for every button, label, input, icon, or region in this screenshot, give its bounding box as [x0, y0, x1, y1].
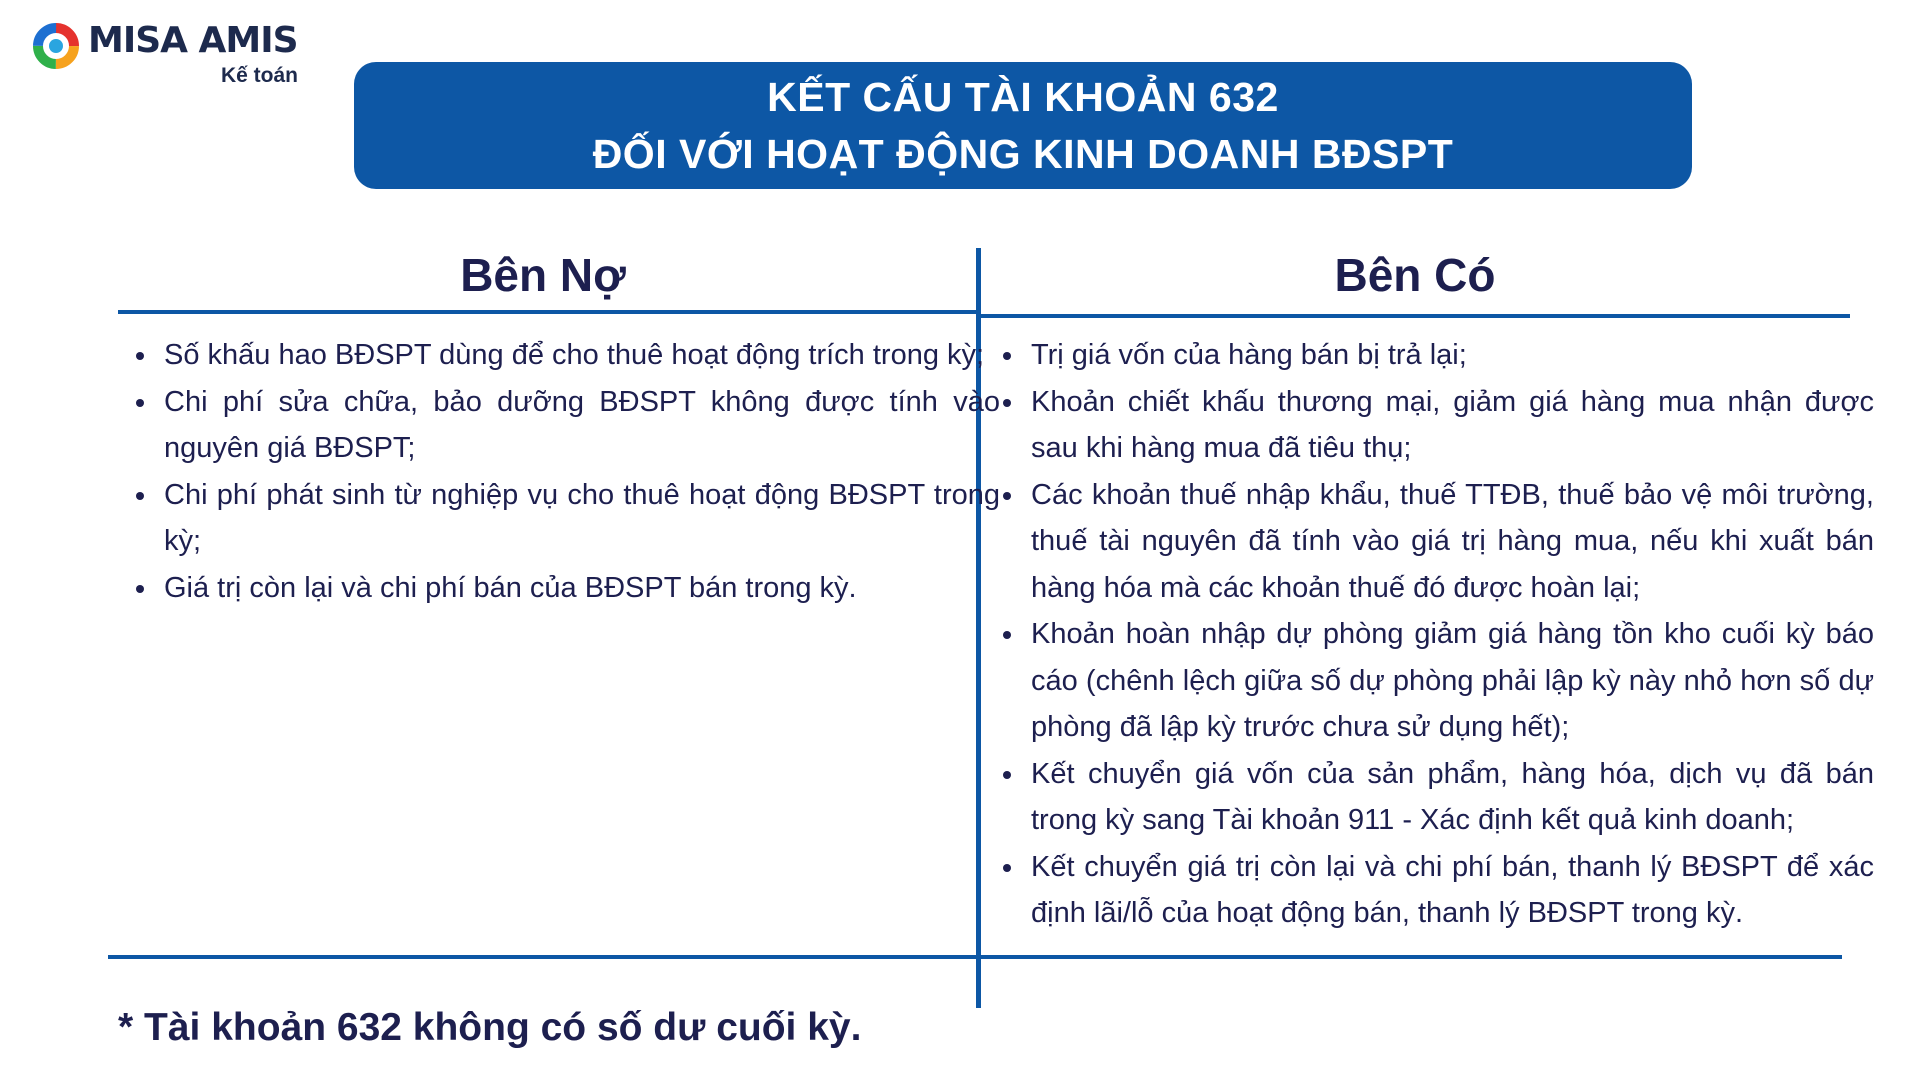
header-rule-left — [118, 310, 978, 314]
credit-list-item: Kết chuyển giá vốn của sản phẩm, hàng hóa, dịch vụ đã bán trong kỳ sang Tài khoản 911 - Xác định kết quả kinh doanh; — [1031, 751, 1874, 844]
credit-list-item: Khoản hoàn nhập dự phòng giảm giá hàng tồn kho cuối kỳ báo cáo (chênh lệch giữa số dự phòng phải lập kỳ này nhỏ hơn số dự phòng đã lập kỳ trước chưa sử dụng hết); — [1031, 611, 1874, 751]
debit-list-item: Chi phí phát sinh từ nghiệp vụ cho thuê hoạt động BĐSPT trong kỳ; — [164, 472, 1000, 565]
credit-side-heading: Bên Có — [1334, 249, 1496, 301]
header-rule-right — [980, 314, 1850, 318]
debit-list-item: Giá trị còn lại và chi phí bán của BĐSPT bán trong kỳ. — [164, 565, 1000, 612]
title-banner — [354, 62, 1692, 189]
logo-brand-text: MISA AMIS — [88, 20, 298, 61]
credit-list-item: Trị giá vốn của hàng bán bị trả lại; — [1031, 332, 1874, 379]
credit-list-item: Kết chuyển giá trị còn lại và chi phí bán, thanh lý BĐSPT để xác định lãi/lỗ của hoạt động bán, thanh lý BĐSPT trong kỳ. — [1031, 844, 1874, 937]
credit-side-list — [985, 332, 1874, 937]
misa-amis-ring-icon — [28, 18, 84, 74]
debit-list-item: Số khấu hao BĐSPT dùng để cho thuê hoạt động trích trong kỳ; — [164, 332, 1000, 379]
debit-list-item: Chi phí sửa chữa, bảo dưỡng BĐSPT không được tính vào nguyên giá BĐSPT; — [164, 379, 1000, 472]
debit-side-list — [118, 332, 1000, 611]
credit-list-item: Các khoản thuế nhập khẩu, thuế TTĐB, thuế bảo vệ môi trường, thuế tài nguyên đã tính vào giá trị hàng mua, nếu khi xuất bán hàng hóa mà các khoản thuế đó được hoàn lại; — [1031, 472, 1874, 612]
banner-title-line-1: KẾT CẤU TÀI KHOẢN 632 — [767, 73, 1279, 120]
misa-amis-logo — [28, 14, 298, 90]
credit-list-item: Khoản chiết khấu thương mại, giảm giá hàng mua nhận được sau khi hàng mua đã tiêu thụ; — [1031, 379, 1874, 472]
banner-title-line-2: ĐỐI VỚI HOẠT ĐỘNG KINH DOANH BĐSPT — [592, 130, 1454, 177]
debit-side-heading: Bên Nợ — [460, 249, 626, 301]
logo-subtitle: Kế toán — [220, 64, 298, 87]
balance-footnote: * Tài khoản 632 không có số dư cuối kỳ. — [118, 1006, 862, 1049]
table-bottom-rule — [108, 955, 1842, 959]
